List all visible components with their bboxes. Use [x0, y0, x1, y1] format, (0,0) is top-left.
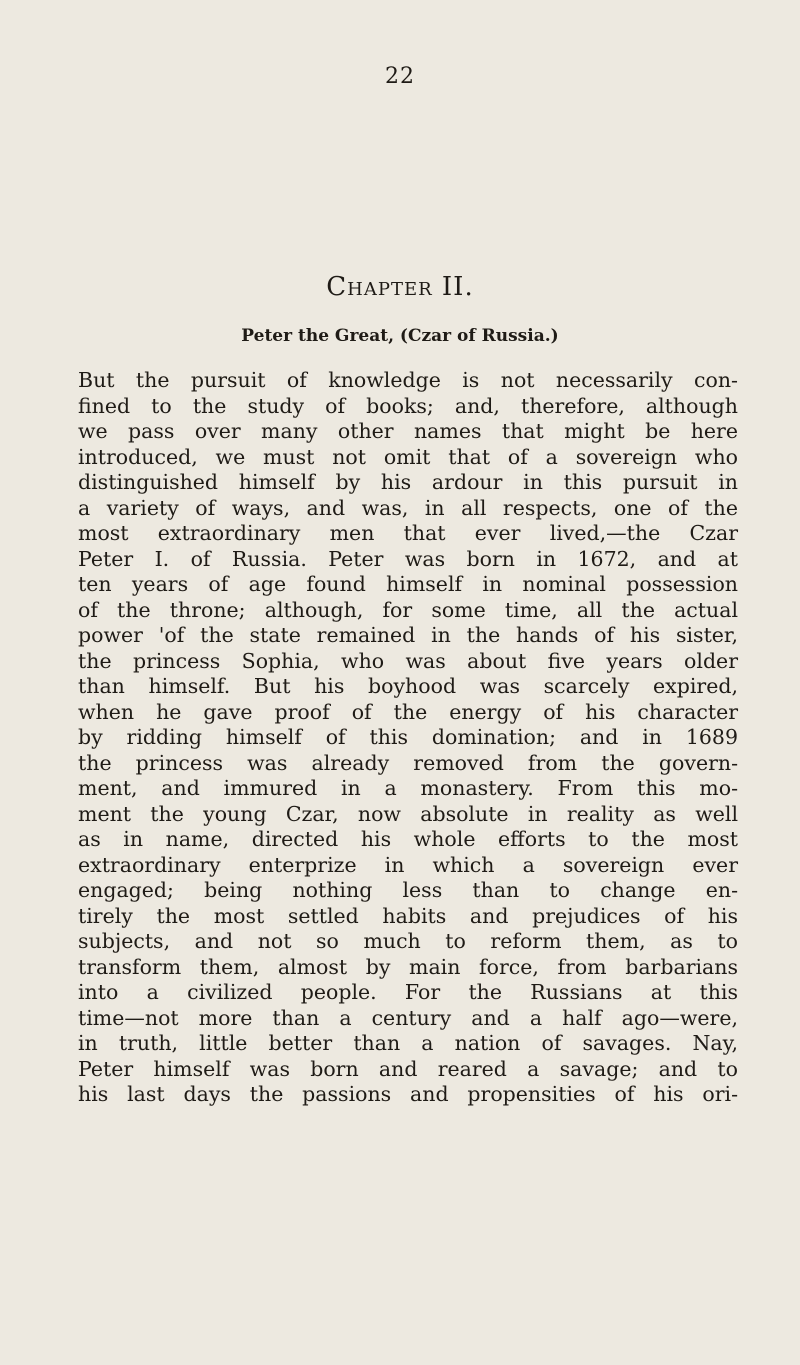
text-line: most extraordinary men that ever lived,—the Czar: [78, 521, 738, 545]
text-line: introduced, we must not omit that of a sovereign who: [78, 444, 738, 469]
text-line: subjects, and not so much to reform them, as to: [78, 929, 738, 953]
text-line: But the pursuit of knowledge is not necessarily con-: [78, 368, 738, 392]
text-line: extraordinary enterprize in which a sovereign ever: [78, 852, 738, 877]
text-line: ten years of age found himself in nominal possession: [78, 572, 738, 596]
text-line: fined to the study of books; and, therefore, although: [78, 393, 738, 418]
page-number: 22: [385, 64, 415, 89]
text-line: Peter himself was born and reared a savage; and to: [78, 1056, 738, 1081]
text-line: his last days the passions and propensities of his ori-: [78, 1082, 738, 1106]
chapter-subtitle: Peter the Great, (Czar of Russia.): [241, 326, 559, 346]
text-line: into a civilized people. For the Russians at this: [78, 980, 738, 1004]
text-line: time—not more than a century and a half ago—were,: [78, 1005, 738, 1030]
text-line: by ridding himself of this domination; and in 1689: [78, 725, 738, 749]
body-text: [78, 368, 738, 1108]
text-line: Peter I. of Russia. Peter was born in 1672, and at: [78, 546, 738, 571]
text-line: transform them, almost by main force, from barbarians: [78, 954, 738, 979]
text-line: power 'of the state remained in the hands of his sister,: [78, 623, 738, 647]
text-line: of the throne; although, for some time, all the actual: [78, 597, 738, 622]
text-line: the princess was already removed from the govern-: [78, 750, 738, 775]
text-line: ment the young Czar, now absolute in reality as well: [78, 801, 738, 826]
text-line: the princess Sophia, who was about five years older: [78, 648, 738, 673]
chapter-heading: Chapter II.: [326, 272, 474, 302]
text-line: engaged; being nothing less than to change en-: [78, 878, 738, 902]
text-line: a variety of ways, and was, in all respects, one of the: [78, 495, 738, 520]
text-line: ment, and immured in a monastery. From this mo-: [78, 776, 738, 800]
text-line: as in name, directed his whole efforts to the most: [78, 827, 738, 851]
text-line: than himself. But his boyhood was scarcely expired,: [78, 674, 738, 698]
text-line: we pass over many other names that might be here: [78, 419, 738, 443]
text-line: in truth, little better than a nation of savages. Nay,: [78, 1031, 738, 1055]
text-line: when he gave proof of the energy of his character: [78, 699, 738, 724]
text-line: tirely the most settled habits and prejudices of his: [78, 903, 738, 928]
text-line: distinguished himself by his ardour in this pursuit in: [78, 470, 738, 494]
